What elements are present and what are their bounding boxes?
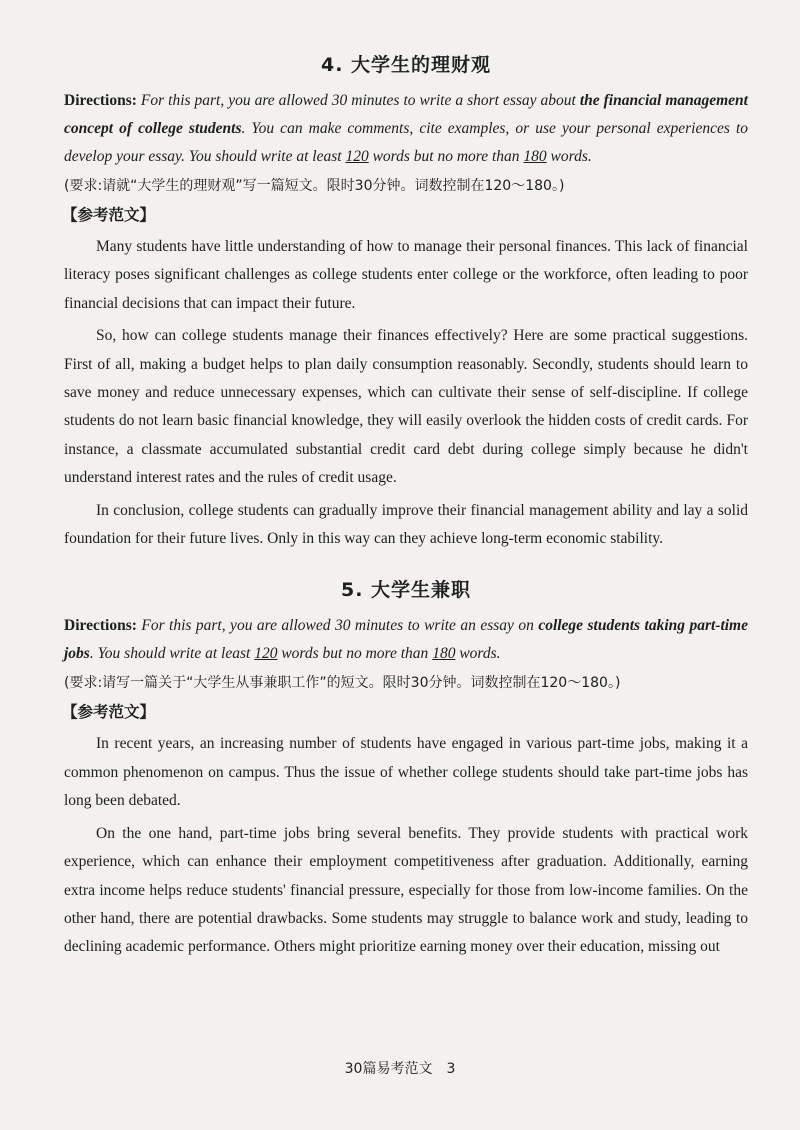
- min-words: 120: [254, 645, 278, 663]
- directions-text: words but no more than: [277, 645, 433, 663]
- section-5-title: 5. 大学生兼职: [340, 579, 472, 602]
- section-4-paragraph: So, how can college students manage their finances effectively? Here are some practical suggestions. First of all, making a budget helps to plan daily consumption reasonably. Secondly, students should learn to save money and reduce unnecessary expenses, which can cultivate their sense of self-discipline. If college students do not learn basic financial knowledge, they will easily overlook the hidden costs of credit cards. For instance, a classmate accumulated substantial credit card debt during college simply because he didn't understand interest rates and the rules of credit usage.: [64, 327, 748, 487]
- directions-text: words but no more than: [368, 148, 524, 165]
- directions-text: . You can make comments, cite examples, or use your personal experiences to develop your essay. You should write at least: [64, 120, 749, 165]
- min-words: 120: [345, 148, 369, 165]
- directions-text: words.: [455, 645, 501, 663]
- directions-text: For this part, you are allowed 30 minutes to write a short essay about: [136, 92, 580, 109]
- section-5-reference-label: 【参考范文】: [62, 703, 156, 722]
- directions-label: Directions:: [64, 92, 137, 109]
- directions-label: Directions:: [64, 617, 137, 635]
- section-4-title: 4. 大学生的理财观: [320, 54, 492, 76]
- section-5-directions: [64, 612, 748, 668]
- directions-topic: the financial management concept of college students: [64, 92, 748, 137]
- section-4-directions: [64, 87, 748, 171]
- section-4-paragraph: Many students have little understanding of how to manage their personal finances. This lack of financial literacy poses significant challenges as college students enter college or the workforce, often leading to poor financial decisions that can impact their future.: [64, 238, 748, 312]
- section-5-requirement: (要求:请写一篇关于“大学生从事兼职工作”的短文。限时30分钟。词数控制在120～180。): [64, 675, 621, 692]
- section-4-reference-label: 【参考范文】: [62, 206, 156, 224]
- page-footer: 30篇易考范文 3: [344, 1061, 456, 1077]
- section-5-paragraph: In recent years, an increasing number of students have engaged in various part-time jobs, making it a common phenomenon on campus. Thus the issue of whether college students should take part-time jobs has long been debated.: [64, 735, 748, 810]
- directions-topic: college students taking part-time jobs: [64, 617, 748, 663]
- section-4-requirement: (要求:请就“大学生的理财观”写一篇短文。限时30分钟。词数控制在120～180。): [64, 178, 565, 194]
- directions-text: words.: [546, 148, 592, 165]
- directions-text: For this part, you are allowed 30 minutes to write an essay on: [136, 617, 539, 635]
- max-words: 180: [432, 645, 456, 663]
- page-content: [64, 40, 748, 966]
- max-words: 180: [523, 148, 547, 165]
- section-4-paragraph: In conclusion, college students can gradually improve their financial management ability and lay a solid foundation for their future lives. Only in this way can they achieve long-term economic stability.: [64, 501, 748, 548]
- section-5-paragraph: On the one hand, part-time jobs bring several benefits. They provide students with practical work experience, which can enhance their employment competitiveness after graduation. Additionally, earning extra income helps reduce students' financial pressure, especially for those from low-income families. On the other hand, there are potential drawbacks. Some students may struggle to balance work and study, leading to declining academic performance. Others might prioritize earning money over their education, missing out: [64, 824, 748, 956]
- directions-text: . You should write at least: [89, 645, 255, 663]
